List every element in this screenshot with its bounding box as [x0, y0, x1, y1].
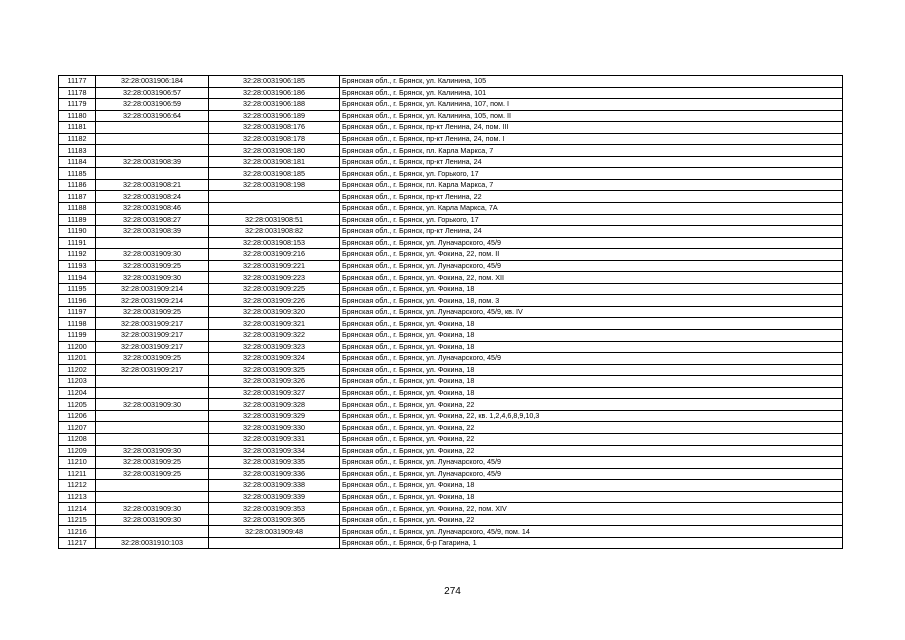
row-number-cell: 11203: [59, 376, 96, 388]
address-cell: Брянская обл., г. Брянск, ул. Луначарского, 45/9: [340, 260, 843, 272]
table-row: [59, 480, 843, 492]
row-number-cell: 11178: [59, 87, 96, 99]
cadastral-number-cell: 32:28:0031908:198: [209, 179, 340, 191]
parent-cadastral-number-cell: 32:28:0031910:103: [96, 537, 209, 549]
row-number-cell: 11179: [59, 99, 96, 111]
address-cell: Брянская обл., г. Брянск, ул. Луначарского, 45/9, кв. IV: [340, 306, 843, 318]
row-number-cell: 11212: [59, 480, 96, 492]
row-number-cell: 11189: [59, 214, 96, 226]
cadastral-number-cell: 32:28:0031906:189: [209, 110, 340, 122]
cadastral-number-cell: 32:28:0031909:321: [209, 318, 340, 330]
cadastral-number-cell: 32:28:0031909:336: [209, 468, 340, 480]
parent-cadastral-number-cell: 32:28:0031909:217: [96, 341, 209, 353]
address-cell: Брянская обл., г. Брянск, ул. Фокина, 22: [340, 433, 843, 445]
row-number-cell: 11193: [59, 260, 96, 272]
cadastral-number-cell: [209, 191, 340, 203]
address-cell: Брянская обл., г. Брянск, пр-кт Ленина, 24, пом. I: [340, 133, 843, 145]
table-row: [59, 433, 843, 445]
cadastral-number-cell: 32:28:0031909:221: [209, 260, 340, 272]
cadastral-number-cell: 32:28:0031909:365: [209, 514, 340, 526]
parent-cadastral-number-cell: 32:28:0031909:25: [96, 306, 209, 318]
parent-cadastral-number-cell: 32:28:0031909:30: [96, 503, 209, 515]
parent-cadastral-number-cell: [96, 145, 209, 157]
parent-cadastral-number-cell: [96, 168, 209, 180]
row-number-cell: 11207: [59, 422, 96, 434]
cadastral-table: [58, 75, 843, 549]
parent-cadastral-number-cell: 32:28:0031909:30: [96, 399, 209, 411]
table-row: [59, 318, 843, 330]
table-row: [59, 87, 843, 99]
table-row: [59, 491, 843, 503]
cadastral-number-cell: [209, 537, 340, 549]
table-row: [59, 341, 843, 353]
row-number-cell: 11210: [59, 457, 96, 469]
cadastral-number-cell: 32:28:0031909:326: [209, 376, 340, 388]
cadastral-number-cell: 32:28:0031909:338: [209, 480, 340, 492]
table-row: [59, 168, 843, 180]
address-cell: Брянская обл., г. Брянск, ул. Луначарского, 45/9: [340, 237, 843, 249]
address-cell: Брянская обл., г. Брянск, ул. Горького, 17: [340, 214, 843, 226]
cadastral-number-cell: 32:28:0031906:188: [209, 99, 340, 111]
table-row: [59, 110, 843, 122]
parent-cadastral-number-cell: 32:28:0031908:27: [96, 214, 209, 226]
address-cell: Брянская обл., г. Брянск, ул. Карла Маркса, 7А: [340, 203, 843, 215]
table-row: [59, 145, 843, 157]
table-row: [59, 330, 843, 342]
address-cell: Брянская обл., г. Брянск, пр-кт Ленина, 22: [340, 191, 843, 203]
parent-cadastral-number-cell: 32:28:0031909:30: [96, 249, 209, 261]
table-row: [59, 203, 843, 215]
address-cell: Брянская обл., г. Брянск, ул. Фокина, 18: [340, 283, 843, 295]
parent-cadastral-number-cell: [96, 480, 209, 492]
address-cell: Брянская обл., г. Брянск, пр-кт Ленина, 24: [340, 156, 843, 168]
table-row: [59, 387, 843, 399]
row-number-cell: 11187: [59, 191, 96, 203]
cadastral-number-cell: 32:28:0031908:176: [209, 122, 340, 134]
row-number-cell: 11195: [59, 283, 96, 295]
parent-cadastral-number-cell: [96, 491, 209, 503]
table-row: [59, 422, 843, 434]
address-cell: Брянская обл., г. Брянск, пр-кт Ленина, 24, пом. III: [340, 122, 843, 134]
row-number-cell: 11186: [59, 179, 96, 191]
row-number-cell: 11188: [59, 203, 96, 215]
address-cell: Брянская обл., г. Брянск, ул. Фокина, 18: [340, 330, 843, 342]
parent-cadastral-number-cell: 32:28:0031909:217: [96, 364, 209, 376]
cadastral-number-cell: 32:28:0031909:328: [209, 399, 340, 411]
address-cell: Брянская обл., г. Брянск, ул. Фокина, 18: [340, 480, 843, 492]
cadastral-number-cell: [209, 203, 340, 215]
row-number-cell: 11181: [59, 122, 96, 134]
table-row: [59, 237, 843, 249]
parent-cadastral-number-cell: 32:28:0031909:214: [96, 295, 209, 307]
address-cell: Брянская обл., г. Брянск, ул. Калинина, 105, пом. II: [340, 110, 843, 122]
page-number: 274: [444, 586, 461, 597]
address-cell: Брянская обл., г. Брянск, ул. Фокина, 22, пом. II: [340, 249, 843, 261]
cadastral-number-cell: 32:28:0031909:322: [209, 330, 340, 342]
address-cell: Брянская обл., г. Брянск, ул. Калинина, 107, пом. I: [340, 99, 843, 111]
cadastral-number-cell: 32:28:0031909:48: [209, 526, 340, 538]
cadastral-number-cell: 32:28:0031908:153: [209, 237, 340, 249]
cadastral-number-cell: 32:28:0031909:223: [209, 272, 340, 284]
row-number-cell: 11194: [59, 272, 96, 284]
table-row: [59, 537, 843, 549]
parent-cadastral-number-cell: [96, 133, 209, 145]
parent-cadastral-number-cell: 32:28:0031906:59: [96, 99, 209, 111]
address-cell: Брянская обл., г. Брянск, ул. Фокина, 22, пом. XIV: [340, 503, 843, 515]
cadastral-number-cell: 32:28:0031909:323: [209, 341, 340, 353]
row-number-cell: 11197: [59, 306, 96, 318]
parent-cadastral-number-cell: 32:28:0031906:64: [96, 110, 209, 122]
parent-cadastral-number-cell: [96, 387, 209, 399]
table-row: [59, 376, 843, 388]
address-cell: Брянская обл., г. Брянск, ул. Фокина, 22: [340, 445, 843, 457]
row-number-cell: 11213: [59, 491, 96, 503]
address-cell: Брянская обл., г. Брянск, ул. Фокина, 22: [340, 422, 843, 434]
row-number-cell: 11200: [59, 341, 96, 353]
parent-cadastral-number-cell: [96, 237, 209, 249]
cadastral-number-cell: 32:28:0031909:335: [209, 457, 340, 469]
address-cell: Брянская обл., г. Брянск, ул. Фокина, 22, кв. 1,2,4,6,8,9,10,3: [340, 410, 843, 422]
cadastral-number-cell: 32:28:0031908:178: [209, 133, 340, 145]
cadastral-number-cell: 32:28:0031909:329: [209, 410, 340, 422]
row-number-cell: 11185: [59, 168, 96, 180]
parent-cadastral-number-cell: 32:28:0031909:214: [96, 283, 209, 295]
cadastral-number-cell: 32:28:0031909:325: [209, 364, 340, 376]
address-cell: Брянская обл., г. Брянск, ул. Калинина, 101: [340, 87, 843, 99]
parent-cadastral-number-cell: 32:28:0031908:46: [96, 203, 209, 215]
row-number-cell: 11202: [59, 364, 96, 376]
table-row: [59, 457, 843, 469]
row-number-cell: 11204: [59, 387, 96, 399]
parent-cadastral-number-cell: [96, 376, 209, 388]
row-number-cell: 11191: [59, 237, 96, 249]
parent-cadastral-number-cell: [96, 122, 209, 134]
cadastral-number-cell: 32:28:0031909:320: [209, 306, 340, 318]
table-row: [59, 295, 843, 307]
row-number-cell: 11184: [59, 156, 96, 168]
cadastral-number-cell: 32:28:0031906:185: [209, 76, 340, 88]
address-cell: Брянская обл., г. Брянск, ул. Фокина, 22: [340, 514, 843, 526]
parent-cadastral-number-cell: [96, 526, 209, 538]
table-row: [59, 122, 843, 134]
row-number-cell: 11180: [59, 110, 96, 122]
cadastral-number-cell: 32:28:0031909:327: [209, 387, 340, 399]
cadastral-number-cell: 32:28:0031908:82: [209, 226, 340, 238]
cadastral-number-cell: 32:28:0031908:51: [209, 214, 340, 226]
address-cell: Брянская обл., г. Брянск, пр-кт Ленина, 24: [340, 226, 843, 238]
cadastral-number-cell: 32:28:0031909:330: [209, 422, 340, 434]
table-row: [59, 445, 843, 457]
table-row: [59, 99, 843, 111]
address-cell: Брянская обл., г. Брянск, ул. Фокина, 22, пом. XII: [340, 272, 843, 284]
address-cell: Брянская обл., г. Брянск, ул. Фокина, 18: [340, 318, 843, 330]
address-cell: Брянская обл., г. Брянск, ул. Луначарского, 45/9: [340, 353, 843, 365]
parent-cadastral-number-cell: 32:28:0031909:30: [96, 272, 209, 284]
row-number-cell: 11177: [59, 76, 96, 88]
table-body: [59, 76, 843, 549]
row-number-cell: 11211: [59, 468, 96, 480]
row-number-cell: 11209: [59, 445, 96, 457]
parent-cadastral-number-cell: 32:28:0031908:39: [96, 226, 209, 238]
address-cell: Брянская обл., г. Брянск, ул. Фокина, 22: [340, 399, 843, 411]
row-number-cell: 11182: [59, 133, 96, 145]
parent-cadastral-number-cell: 32:28:0031909:25: [96, 260, 209, 272]
parent-cadastral-number-cell: [96, 422, 209, 434]
row-number-cell: 11215: [59, 514, 96, 526]
row-number-cell: 11199: [59, 330, 96, 342]
parent-cadastral-number-cell: 32:28:0031906:57: [96, 87, 209, 99]
table-row: [59, 364, 843, 376]
table-row: [59, 133, 843, 145]
parent-cadastral-number-cell: 32:28:0031909:30: [96, 514, 209, 526]
table-row: [59, 214, 843, 226]
parent-cadastral-number-cell: 32:28:0031906:184: [96, 76, 209, 88]
address-cell: Брянская обл., г. Брянск, пл. Карла Маркса, 7: [340, 145, 843, 157]
address-cell: Брянская обл., г. Брянск, ул. Фокина, 18, пом. 3: [340, 295, 843, 307]
parent-cadastral-number-cell: 32:28:0031909:217: [96, 318, 209, 330]
cadastral-number-cell: 32:28:0031909:216: [209, 249, 340, 261]
row-number-cell: 11198: [59, 318, 96, 330]
cadastral-number-cell: 32:28:0031909:334: [209, 445, 340, 457]
address-cell: Брянская обл., г. Брянск, ул. Фокина, 18: [340, 364, 843, 376]
cadastral-number-cell: 32:28:0031906:186: [209, 87, 340, 99]
table-row: [59, 410, 843, 422]
table-row: [59, 503, 843, 515]
table-row: [59, 226, 843, 238]
table-row: [59, 156, 843, 168]
row-number-cell: 11201: [59, 353, 96, 365]
parent-cadastral-number-cell: 32:28:0031909:25: [96, 353, 209, 365]
address-cell: Брянская обл., г. Брянск, ул. Луначарского, 45/9, пом. 14: [340, 526, 843, 538]
table-row: [59, 272, 843, 284]
cadastral-number-cell: 32:28:0031908:180: [209, 145, 340, 157]
address-cell: Брянская обл., г. Брянск, ул. Горького, 17: [340, 168, 843, 180]
parent-cadastral-number-cell: 32:28:0031909:25: [96, 468, 209, 480]
address-cell: Брянская обл., г. Брянск, ул. Фокина, 18: [340, 341, 843, 353]
row-number-cell: 11190: [59, 226, 96, 238]
cadastral-number-cell: 32:28:0031909:226: [209, 295, 340, 307]
address-cell: Брянская обл., г. Брянск, б-р Гагарина, 1: [340, 537, 843, 549]
address-cell: Брянская обл., г. Брянск, ул. Фокина, 18: [340, 387, 843, 399]
row-number-cell: 11208: [59, 433, 96, 445]
table-row: [59, 76, 843, 88]
cadastral-number-cell: 32:28:0031908:185: [209, 168, 340, 180]
row-number-cell: 11217: [59, 537, 96, 549]
table-row: [59, 306, 843, 318]
address-cell: Брянская обл., г. Брянск, ул. Фокина, 18: [340, 491, 843, 503]
parent-cadastral-number-cell: 32:28:0031908:24: [96, 191, 209, 203]
address-cell: Брянская обл., г. Брянск, ул. Калинина, 105: [340, 76, 843, 88]
table-row: [59, 526, 843, 538]
table-row: [59, 179, 843, 191]
table-row: [59, 260, 843, 272]
parent-cadastral-number-cell: 32:28:0031908:39: [96, 156, 209, 168]
cadastral-number-cell: 32:28:0031909:225: [209, 283, 340, 295]
parent-cadastral-number-cell: [96, 410, 209, 422]
row-number-cell: 11196: [59, 295, 96, 307]
table-row: [59, 353, 843, 365]
parent-cadastral-number-cell: [96, 433, 209, 445]
table-row: [59, 191, 843, 203]
table-row: [59, 283, 843, 295]
table-row: [59, 399, 843, 411]
table-row: [59, 249, 843, 261]
cadastral-number-cell: 32:28:0031909:331: [209, 433, 340, 445]
row-number-cell: 11183: [59, 145, 96, 157]
cadastral-number-cell: 32:28:0031909:339: [209, 491, 340, 503]
address-cell: Брянская обл., г. Брянск, ул. Луначарского, 45/9: [340, 468, 843, 480]
table-row: [59, 514, 843, 526]
row-number-cell: 11216: [59, 526, 96, 538]
address-cell: Брянская обл., г. Брянск, пл. Карла Маркса, 7: [340, 179, 843, 191]
row-number-cell: 11206: [59, 410, 96, 422]
cadastral-number-cell: 32:28:0031908:181: [209, 156, 340, 168]
row-number-cell: 11214: [59, 503, 96, 515]
parent-cadastral-number-cell: 32:28:0031909:30: [96, 445, 209, 457]
cadastral-number-cell: 32:28:0031909:324: [209, 353, 340, 365]
parent-cadastral-number-cell: 32:28:0031908:21: [96, 179, 209, 191]
table-row: [59, 468, 843, 480]
parent-cadastral-number-cell: 32:28:0031909:25: [96, 457, 209, 469]
address-cell: Брянская обл., г. Брянск, ул. Фокина, 18: [340, 376, 843, 388]
address-cell: Брянская обл., г. Брянск, ул. Луначарского, 45/9: [340, 457, 843, 469]
row-number-cell: 11192: [59, 249, 96, 261]
cadastral-number-cell: 32:28:0031909:353: [209, 503, 340, 515]
row-number-cell: 11205: [59, 399, 96, 411]
parent-cadastral-number-cell: 32:28:0031909:217: [96, 330, 209, 342]
